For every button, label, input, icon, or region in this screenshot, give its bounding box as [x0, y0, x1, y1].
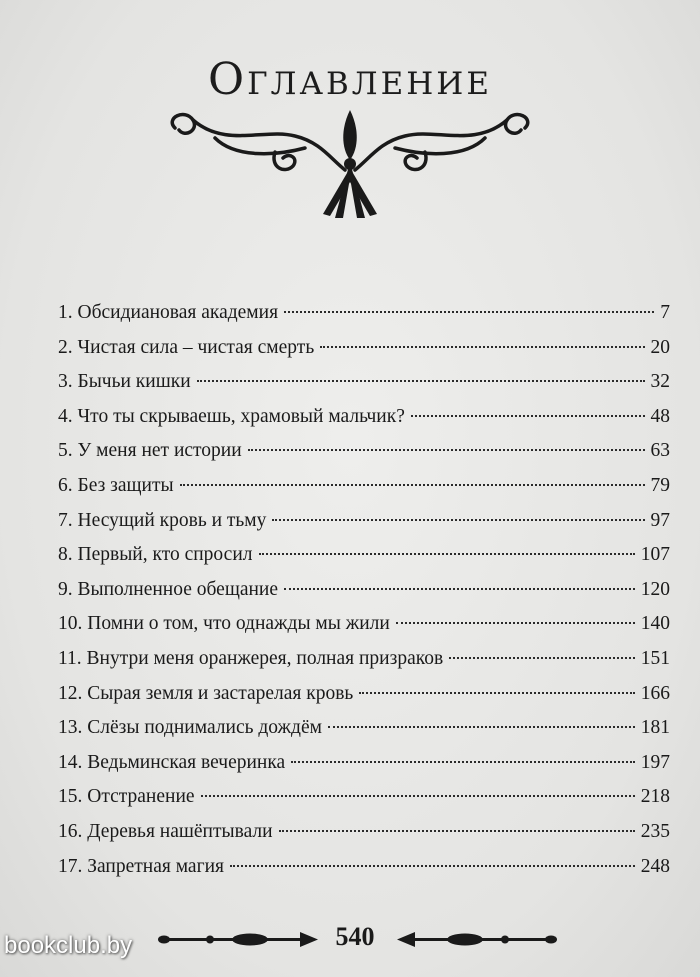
toc-entry	[58, 648, 670, 683]
toc-entry-title: 7. Несущий кровь и тьму	[58, 509, 267, 531]
toc-entry	[58, 475, 670, 510]
dot-leader	[284, 588, 635, 590]
toc-entry-title: 11. Внутри меня оранжерея, полная призраков	[58, 647, 444, 669]
toc-entry-title: 10. Помни о том, что однажды мы жили	[58, 613, 390, 635]
toc-entry	[58, 613, 670, 648]
toc-entry-title: 13. Слёзы поднимались дождём	[58, 717, 322, 739]
dot-leader	[230, 865, 635, 867]
toc-entry-title: 4. Что ты скрываешь, храмовый мальчик?	[58, 405, 405, 427]
toc-entry-page: 48	[650, 405, 670, 427]
table-of-contents	[58, 302, 670, 890]
toc-entry	[58, 856, 670, 891]
toc-entry	[58, 510, 670, 545]
toc-entry-title: 2. Чистая сила – чистая смерть	[58, 336, 315, 358]
dot-leader	[291, 761, 635, 763]
toc-entry-page: 166	[640, 682, 670, 704]
toc-entry-page: 63	[650, 440, 670, 462]
toc-entry-page: 181	[640, 717, 670, 739]
toc-entry-title: 15. Отстранение	[58, 786, 195, 808]
toc-entry	[58, 371, 670, 406]
dot-leader	[449, 657, 635, 659]
dot-leader	[328, 726, 635, 728]
toc-entry-title: 14. Ведьминская вечеринка	[58, 751, 286, 773]
toc-entry	[58, 717, 670, 752]
dot-leader	[284, 311, 654, 313]
toc-entry-page: 151	[640, 647, 670, 669]
toc-entry	[58, 683, 670, 718]
dot-leader	[272, 519, 644, 521]
toc-entry-title: 16. Деревья нашёптывали	[58, 820, 273, 842]
dot-leader	[396, 622, 635, 624]
toc-entry	[58, 752, 670, 787]
toc-entry-page: 7	[660, 302, 670, 323]
toc-entry	[58, 302, 670, 337]
toc-entry-page: 20	[650, 336, 670, 358]
toc-entry	[58, 579, 670, 614]
toc-entry-page: 248	[640, 855, 670, 877]
page-number: 540	[335, 922, 375, 951]
toc-entry-title: 12. Сырая земля и застарелая кровь	[58, 682, 354, 704]
toc-entry-page: 32	[650, 371, 670, 393]
toc-entry-title: 1. Обсидиановая академия	[58, 302, 279, 323]
toc-entry-page: 197	[640, 751, 670, 773]
toc-entry	[58, 786, 670, 821]
dot-leader	[201, 795, 635, 797]
toc-entry	[58, 337, 670, 372]
toc-entry	[58, 406, 670, 441]
dot-leader	[359, 692, 634, 694]
dot-leader	[197, 380, 645, 382]
dot-leader	[320, 346, 644, 348]
toc-entry-page: 107	[640, 544, 670, 566]
toc-entry-page: 97	[650, 509, 670, 531]
toc-entry-page: 218	[640, 786, 670, 808]
toc-entry-page: 79	[650, 474, 670, 496]
toc-entry-page: 235	[640, 820, 670, 842]
footer-left-flourish-icon	[150, 920, 320, 960]
toc-entry-title: 3. Бычьи кишки	[58, 371, 191, 393]
toc-entry-page: 140	[640, 613, 670, 635]
toc-entry	[58, 440, 670, 475]
dot-leader	[279, 830, 635, 832]
toc-entry-title: 8. Первый, кто спросил	[58, 544, 253, 566]
dot-leader	[411, 415, 645, 417]
dot-leader	[259, 553, 635, 555]
toc-entry-page: 120	[640, 578, 670, 600]
toc-entry-title: 5. У меня нет истории	[58, 440, 242, 462]
footer-right-flourish-icon	[395, 920, 565, 960]
toc-entry-title: 6. Без защиты	[58, 474, 174, 496]
toc-entry-title: 9. Выполненное обещание	[58, 578, 279, 600]
page-title: Оглавление	[208, 54, 492, 105]
toc-entry	[58, 821, 670, 856]
toc-entry	[58, 544, 670, 579]
flourish-ornament-icon	[155, 108, 545, 223]
dot-leader	[248, 449, 645, 451]
dot-leader	[180, 484, 645, 486]
toc-entry-title: 17. Запретная магия	[58, 855, 224, 877]
watermark: bookclub.by	[4, 932, 133, 959]
